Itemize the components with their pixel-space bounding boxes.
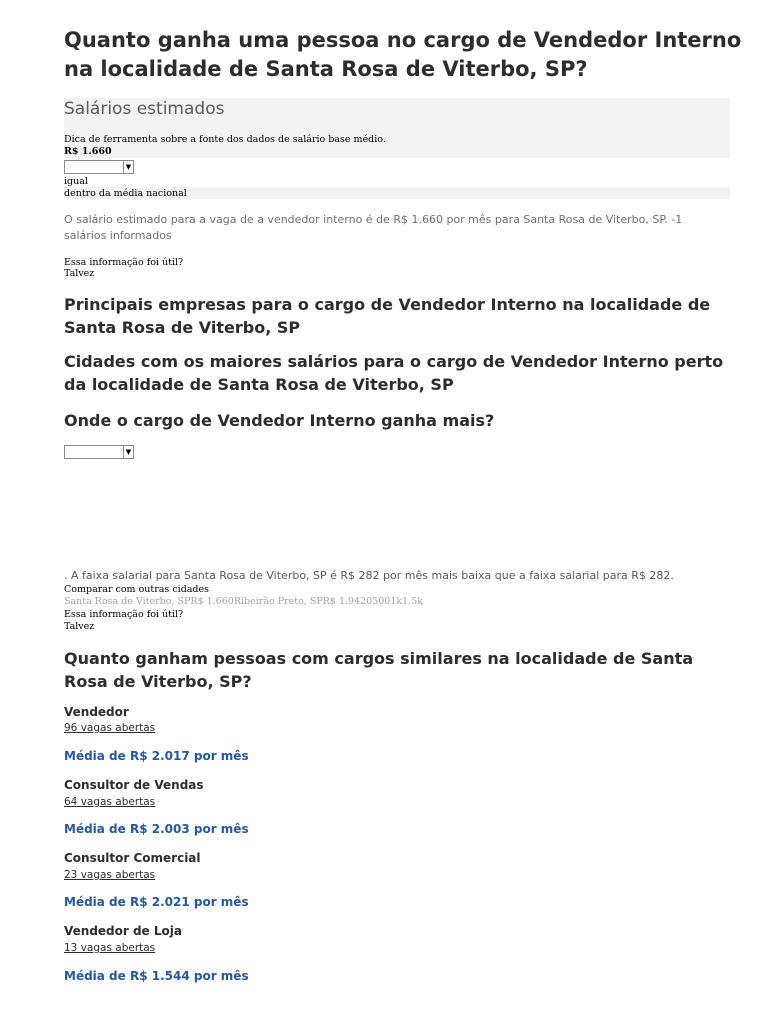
chevron-down-icon: ▼	[123, 446, 133, 458]
top-companies-heading: Principais empresas para o cargo de Vendedor Interno na localidade de Santa Rosa de Viterbo, SP	[64, 295, 711, 337]
job-average-salary: Média de R$ 2.017 por mês	[64, 749, 249, 763]
job-openings-link[interactable]: 64 vagas abertas	[64, 796, 156, 808]
top-cities-heading: Cidades com os maiores salários para o cargo de Vendedor Interno perto da localidade de Santa Rosa de Viterbo, SP	[64, 352, 724, 394]
salary-amount: R$ 1.660	[64, 146, 112, 157]
job-average-salary: Média de R$ 2.021 por mês	[64, 895, 249, 909]
job-openings-link[interactable]: 13 vagas abertas	[64, 942, 156, 954]
feedback-answer[interactable]: Talvez	[64, 268, 95, 279]
chevron-down-icon: ▼	[123, 161, 133, 173]
job-title[interactable]: Vendedor	[64, 705, 129, 719]
job-title[interactable]: Consultor de Vendas	[64, 778, 204, 792]
feedback-question: Essa informação foi útil?	[64, 609, 184, 620]
job-openings-link[interactable]: 23 vagas abertas	[64, 869, 156, 881]
job-title[interactable]: Vendedor de Loja	[64, 924, 182, 938]
city-period-select[interactable]	[64, 445, 134, 459]
salary-period-select[interactable]	[64, 160, 134, 174]
job-average-salary: Média de R$ 1.544 por mês	[64, 969, 249, 983]
salary-compare-detail: dentro da média nacional	[64, 188, 187, 199]
job-title[interactable]: Consultor Comercial	[64, 851, 201, 865]
job-average-salary: Média de R$ 2.003 por mês	[64, 822, 249, 836]
similar-jobs-heading: Quanto ganham pessoas com cargos similares na localidade de Santa Rosa de Viterbo, SP?	[64, 649, 694, 691]
job-openings-link[interactable]: 96 vagas abertas	[64, 722, 156, 734]
salary-compare-label: igual	[64, 176, 88, 187]
where-more-heading: Onde o cargo de Vendedor Interno ganha mais?	[64, 411, 495, 430]
feedback-answer[interactable]: Talvez	[64, 621, 95, 632]
page-title: Quanto ganha uma pessoa no cargo de Vendedor Interno na localidade de Santa Rosa de Viterbo, SP?	[64, 28, 742, 81]
feedback-question: Essa informação foi útil?	[64, 257, 184, 268]
salary-tooltip-text: Dica de ferramenta sobre a fonte dos dados de salário base médio.	[64, 134, 386, 145]
salary-heading: Salários estimados	[64, 99, 225, 119]
salary-range-text: . A faixa salarial para Santa Rosa de Viterbo, SP é R$ 282 por mês mais baixa que a faixa salarial para R$ 282.	[64, 569, 674, 582]
compare-cities-link[interactable]: Comparar com outras cidades	[64, 584, 210, 595]
salary-description: O salário estimado para a vaga de a vendedor interno é de R$ 1.660 por mês para Santa Rosa de Viterbo, SP. -1 salários informados	[64, 213, 683, 242]
city-chart-text: Santa Rosa de Viterbo, SPR$ 1.660Ribeirão Preto, SPR$ 1.94205001k1.5k	[64, 596, 423, 607]
